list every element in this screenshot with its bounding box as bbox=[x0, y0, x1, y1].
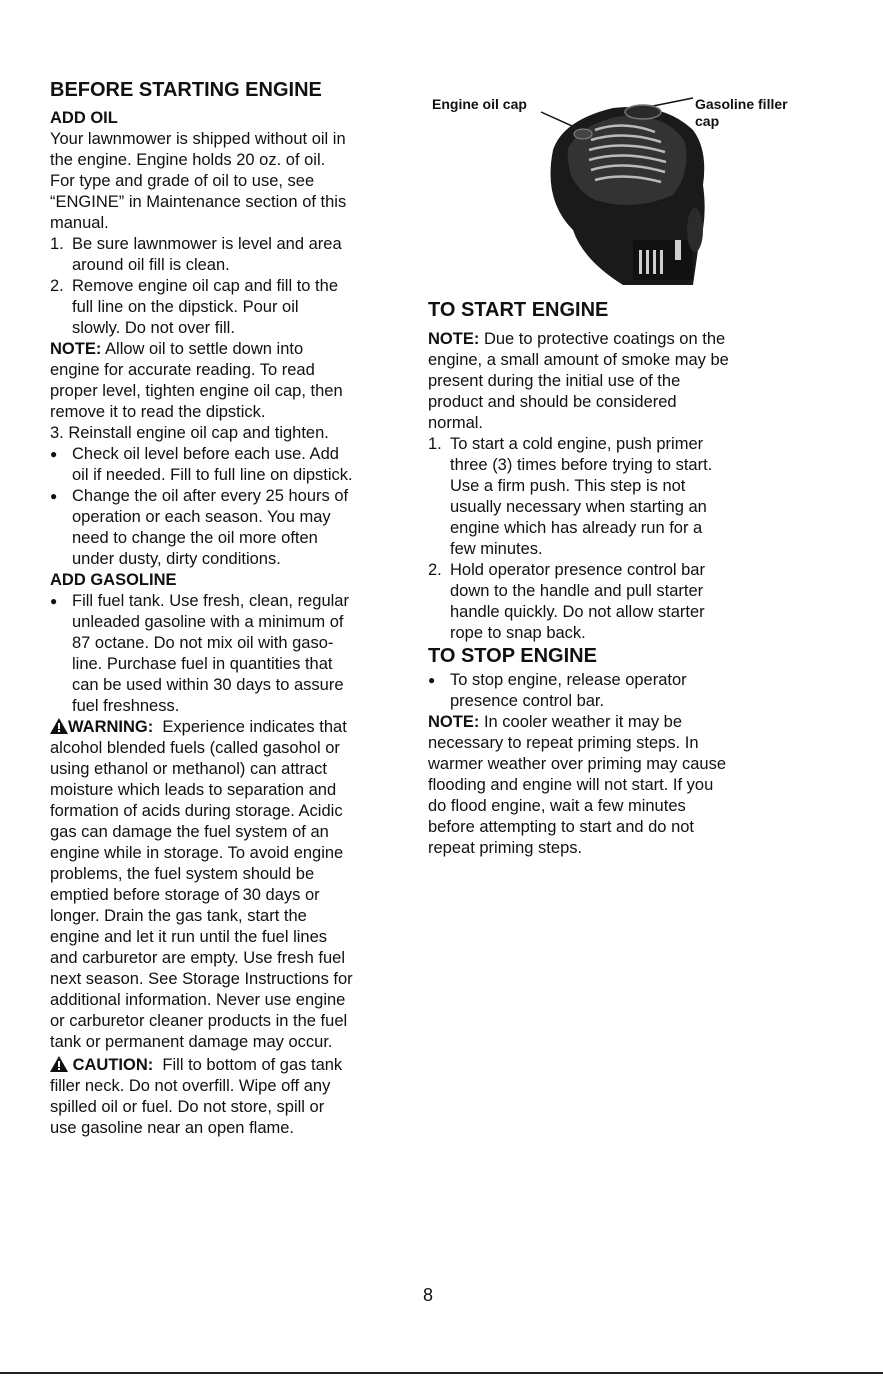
subheading-add-oil: ADD OIL bbox=[50, 109, 118, 127]
bullet-icon: ● bbox=[50, 489, 58, 503]
caution-label: CAUTION: bbox=[72, 1056, 154, 1074]
note-label: NOTE: bbox=[428, 330, 480, 348]
note-label: NOTE: bbox=[428, 713, 480, 731]
figure-label-oil-cap: Engine oil cap bbox=[432, 96, 527, 112]
note-label: NOTE: bbox=[50, 340, 102, 358]
caution-icon bbox=[50, 1056, 68, 1072]
figure-label-gas-cap: Gasoline filler bbox=[695, 96, 788, 112]
heading-to-start-engine: TO START ENGINE bbox=[428, 299, 609, 321]
heading-to-stop-engine: TO STOP ENGINE bbox=[428, 645, 597, 667]
bottom-rule bbox=[0, 1372, 883, 1374]
add-oil-step-3: 3. Reinstall engine oil cap and tighten. bbox=[50, 424, 329, 442]
bullet-icon: ● bbox=[428, 673, 436, 687]
warning-label: WARNING: bbox=[68, 718, 154, 736]
subheading-add-gasoline: ADD GASOLINE bbox=[50, 571, 177, 589]
warning-icon bbox=[50, 718, 68, 734]
bullet-icon: ● bbox=[50, 447, 58, 461]
section-heading: BEFORE STARTING ENGINE bbox=[50, 79, 322, 101]
bullet-icon: ● bbox=[50, 594, 58, 608]
engine-illustration bbox=[503, 90, 718, 290]
page-number: 8 bbox=[423, 1285, 434, 1305]
